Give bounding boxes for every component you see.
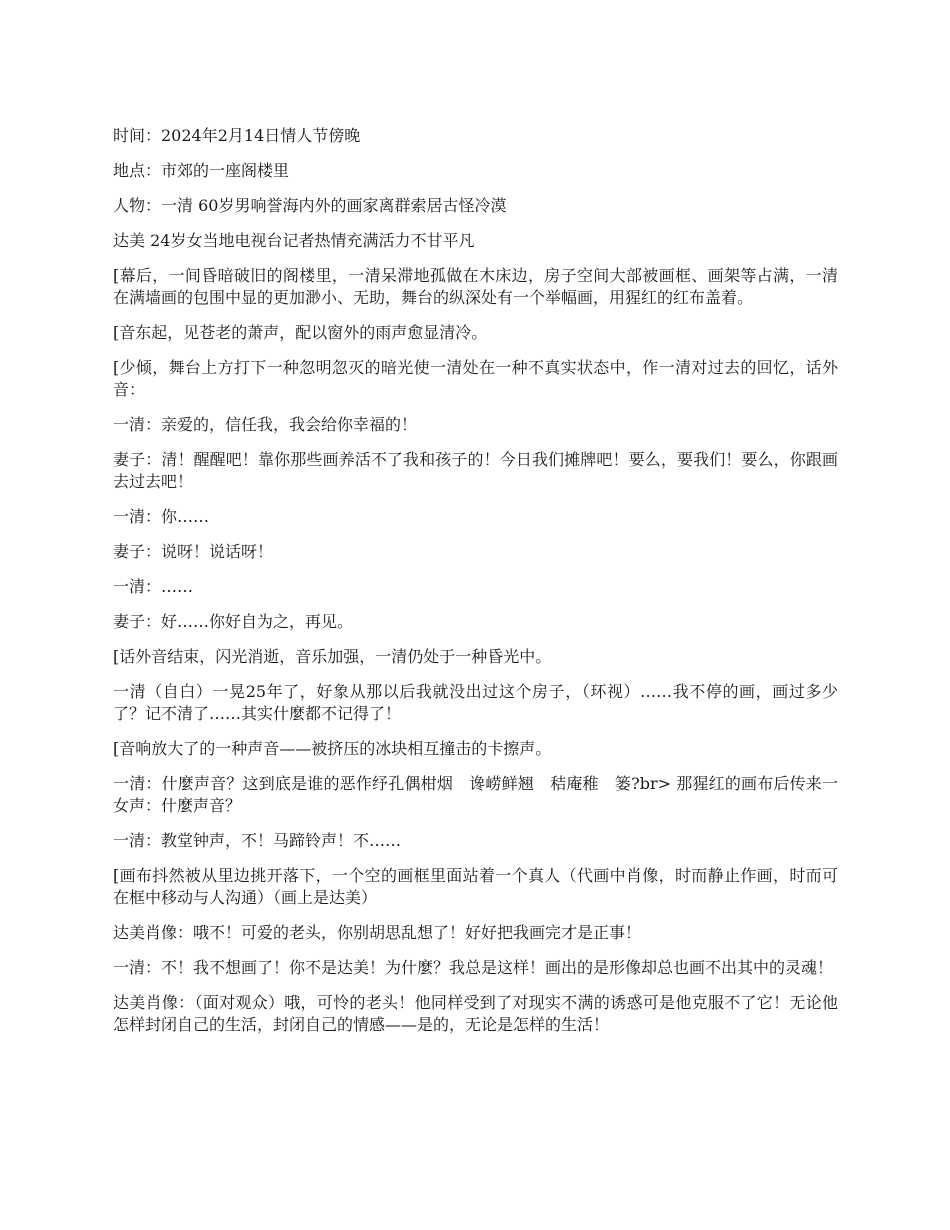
dialogue-line: 妻子：好……你好自为之，再见。 [113,612,354,631]
dialogue-line: 一清：什麼声音？这到底是谁的恶作纾孔偶柑烟 谗崂鲜翘 秸庵稚 篓?br> 那猩红的画布后传来一女声：什麼声音？ [113,774,838,815]
dialogue-line: 一清：亲爱的，信任我，我会给你幸福的！ [113,415,418,434]
dialogue-line: 一清：教堂钟声，不！马蹄铃声！不…… [113,831,402,850]
stage-direction: [音东起，见苍老的萧声，配以窗外的雨声愈显清冷。 [113,323,488,342]
dialogue-line: 一清：不！我不想画了！你不是达美！为什麼？我总是这样！画出的是形像却总也画不出其中的灵魂！ [113,958,834,977]
time-line: 时间：2024年2月14日情人节傍晚 [113,126,361,145]
dialogue-line: 一清：你…… [113,507,210,526]
place-line: 地点：市郊的一座阁楼里 [113,161,290,180]
dialogue-line: 一清（自白）一晃25年了，好象从那以后我就没出过这个房子，（环视）……我不停的画，画过多少了？记不清了……其实什麼都不记得了！ [113,682,838,723]
stage-direction: [音响放大了的一种声音——被挤压的冰块相互撞击的卡擦声。 [113,739,552,758]
dialogue-line: 妻子：清！醒醒吧！靠你那些画养活不了我和孩子的！今日我们摊牌吧！要么，要我们！要么，你跟画去过去吧！ [113,450,838,491]
character-damei: 达美 24岁女当地电视台记者热情充满活力不甘平凡 [113,231,475,250]
dialogue-line: 妻子：说呀！说话呀！ [113,542,274,561]
stage-direction: [画布抖然被从里边挑开落下，一个空的画框里面站着一个真人（代画中肖像，时而静止作画，时而可在框中移动与人沟通）（画上是达美） [113,866,838,907]
stage-direction: [幕后，一间昏暗破旧的阁楼里，一清呆滞地孤做在木床边，房子空间大部被画框、画架等占满，一清在满墙画的包围中显的更加渺小、无助，舞台的纵深处有一个举幅画，用猩红的红布盖着。 [113,266,838,307]
character-yiqing: 人物：一清 60岁男响誉海内外的画家离群索居古怪冷漠 [113,196,507,215]
dialogue-line: 达美肖像：（面对观众）哦，可怜的老头！他同样受到了对现实不满的诱惑可是他克服不了它！无论他怎样封闭自己的生活，封闭自己的情感——是的，无论是怎样的生活！ [113,993,838,1034]
stage-direction: [话外音结束，闪光消逝，音乐加强，一清仍处于一种昏光中。 [113,647,552,666]
document-page [113,125,838,1049]
dialogue-line: 一清：…… [113,577,194,596]
dialogue-line: 达美肖像：哦不！可爱的老头，你别胡思乱想了！好好把我画完才是正事！ [113,923,642,942]
stage-direction: [少倾，舞台上方打下一种忽明忽灭的暗光使一清处在一种不真实状态中，作一清对过去的回忆，话外音： [113,358,838,399]
